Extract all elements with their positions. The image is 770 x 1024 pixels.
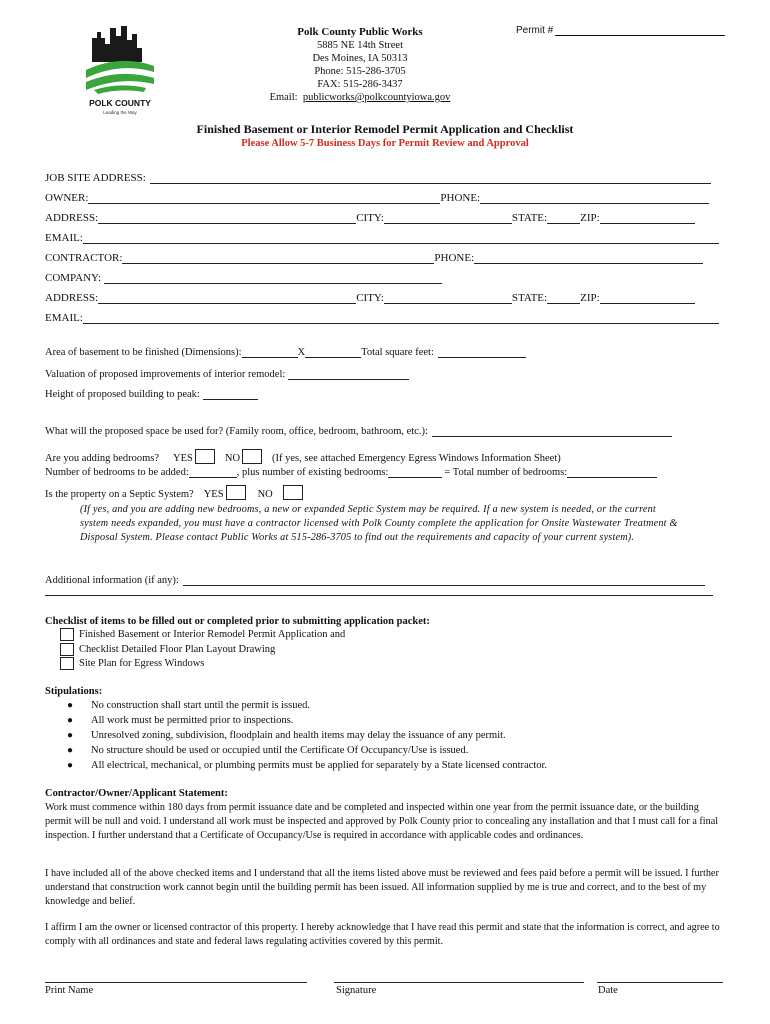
bullet-icon: ● (67, 730, 74, 741)
polk-county-logo (80, 24, 160, 120)
bedrooms-added-label: Number of bedrooms to be added: (45, 467, 189, 478)
stipulation-item (67, 745, 468, 756)
company-label: COMPANY: (45, 272, 102, 284)
space-use-label: What will the proposed space be used for? (Family room, office, bedroom, bathroom, etc.): (45, 426, 428, 437)
total-bedrooms-field[interactable] (567, 467, 657, 478)
checklist-item (60, 628, 345, 641)
checklist-title: Checklist of items to be filled out or completed prior to submitting application packet: (45, 616, 430, 627)
stipulations-title: Stipulations: (45, 686, 103, 697)
contractor-address-field[interactable] (98, 293, 356, 304)
height-field[interactable] (203, 389, 258, 400)
septic-no-label: NO (257, 489, 273, 500)
bedrooms-no-label: NO (224, 453, 241, 464)
height-label: Height of proposed building to peak: (45, 389, 200, 400)
stipulation-text: Unresolved zoning, subdivision, floodplain and health items may delay the issuance of any permit. (91, 730, 506, 741)
total-sqft-label: Total square feet: (361, 347, 434, 358)
height-row (45, 386, 258, 400)
contractor-phone-field[interactable] (474, 253, 703, 264)
septic-yes-label: YES (203, 489, 224, 500)
org-contact-block (250, 26, 470, 104)
checklist-item-label: Finished Basement or Interior Remodel Permit Application and (79, 629, 346, 640)
septic-row (45, 486, 309, 500)
stipulation-item (67, 700, 310, 711)
company-row (45, 270, 442, 284)
stipulation-text: No construction shall start until the permit is issued. (91, 700, 311, 711)
stipulation-item (67, 760, 547, 771)
bullet-icon: ● (67, 760, 74, 771)
valuation-field[interactable] (288, 369, 409, 380)
contractor-row (45, 250, 703, 264)
polk-county-logo-icon (80, 24, 160, 120)
logo-tagline: Leading the Way (103, 110, 137, 115)
owner-field[interactable] (88, 193, 440, 204)
bedrooms-added-field[interactable] (189, 467, 237, 478)
owner-email-row (45, 230, 719, 244)
org-email-link[interactable]: publicworks@polkcountyiowa.gov (302, 92, 451, 103)
logo-text: POLK COUNTY (89, 98, 151, 108)
adding-bedrooms-label: Are you adding bedrooms? (45, 453, 160, 464)
owner-phone-label: PHONE: (440, 192, 481, 204)
print-name-field[interactable] (45, 982, 307, 983)
checklist-item-label: Checklist Detailed Floor Plan Layout Drawing (79, 644, 276, 655)
bedroom-count-row (45, 464, 657, 478)
owner-address-label: ADDRESS: (45, 212, 99, 224)
contractor-address-label: ADDRESS: (45, 292, 99, 304)
checklist-checkbox[interactable] (60, 657, 74, 670)
area-label: Area of basement to be finished (Dimensions): (45, 347, 242, 358)
org-email-line (250, 91, 470, 104)
org-city: Des Moines, IA 50313 (312, 53, 408, 64)
owner-email-field[interactable] (83, 233, 719, 244)
org-fax: FAX: 515-286-3437 (317, 79, 403, 90)
org-address: 5885 NE 14th Street (316, 40, 404, 51)
date-label: Date (598, 985, 618, 996)
print-name-label: Print Name (45, 985, 94, 996)
contractor-field[interactable] (122, 253, 434, 264)
bullet-icon: ● (67, 745, 74, 756)
owner-city-field[interactable] (384, 213, 512, 224)
septic-note: (If yes, and you are adding new bedrooms, a new or expanded Septic System may be required. If a new system is needed, or the current system needs expanded, you must have a contractor licensed with Polk County complete the application for Onsite Wastewater Treatment & Disposal System. Please contact Public Works at 515-286-3705 to find out the requirements and capacity of your current system). (80, 504, 678, 543)
area-width-field[interactable] (242, 347, 298, 358)
valuation-row (45, 366, 409, 380)
space-use-row (45, 423, 672, 437)
contractor-zip-label: ZIP: (580, 292, 600, 304)
area-row (45, 344, 526, 358)
septic-yes-checkbox[interactable] (226, 485, 246, 500)
septic-label: Is the property on a Septic System? (45, 489, 194, 500)
existing-bedrooms-label: , plus number of existing bedrooms: (236, 467, 389, 478)
signature-field[interactable] (334, 982, 584, 983)
contractor-email-label: EMAIL: (45, 312, 83, 324)
org-name: Polk County Public Works (297, 26, 423, 38)
additional-info-field-line2[interactable] (45, 585, 713, 596)
permit-label: Permit # (516, 25, 554, 36)
owner-state-label: STATE: (511, 212, 548, 224)
stipulation-text: All work must be permitted prior to inspections. (91, 715, 294, 726)
checklist-item-label: Site Plan for Egress Windows (79, 658, 205, 669)
owner-zip-field[interactable] (600, 213, 695, 224)
egress-note: (If yes, see attached Emergency Egress Windows Information Sheet) (272, 453, 561, 464)
owner-email-label: EMAIL: (45, 232, 83, 244)
job-site-row (45, 170, 711, 184)
statement-paragraph-2: I have included all of the above checked items and I understand that all the items listed above must be reviewed and fees paid before a permit will be issued. I further understand that construction work cannot begin until the building permit has been issued. All information supplied by me is true and correct, and to the best of my knowledge and belief. (45, 868, 719, 907)
bedrooms-no-checkbox[interactable] (242, 449, 262, 464)
septic-no-checkbox[interactable] (283, 485, 303, 500)
permit-number-field[interactable] (555, 26, 725, 36)
bullet-icon: ● (67, 700, 74, 711)
company-field[interactable] (104, 273, 442, 284)
contractor-phone-label: PHONE: (434, 252, 475, 264)
owner-address-row (45, 210, 695, 224)
contractor-label: CONTRACTOR: (45, 252, 123, 264)
stipulation-item (67, 715, 293, 726)
job-site-label: JOB SITE ADDRESS: (45, 172, 146, 184)
contractor-email-row (45, 310, 719, 324)
permit-number (516, 25, 725, 36)
org-phone: Phone: 515-286-3705 (314, 66, 406, 77)
contractor-state-field[interactable] (547, 293, 580, 304)
contractor-email-field[interactable] (83, 313, 719, 324)
space-use-field[interactable] (432, 426, 672, 437)
date-field[interactable] (597, 982, 723, 983)
contractor-state-label: STATE: (511, 292, 548, 304)
area-x-label: X (297, 347, 306, 358)
area-length-field[interactable] (305, 347, 361, 358)
job-site-field[interactable] (150, 173, 711, 184)
statement-paragraph-3: I affirm I am the owner or licensed contractor of this property. I hereby acknowledge that I have read this permit and state that the information is correct, and agree to comply with all ordinances and state and federal laws regulating activities covered by this permit. (45, 922, 720, 947)
owner-label: OWNER: (45, 192, 89, 204)
owner-row (45, 190, 709, 204)
owner-zip-label: ZIP: (580, 212, 600, 224)
checklist-checkbox[interactable] (60, 643, 74, 656)
total-sqft-field[interactable] (438, 347, 526, 358)
stipulation-text: All electrical, mechanical, or plumbing permits must be applied for separately by a State licensed contractor. (91, 760, 548, 771)
existing-bedrooms-field[interactable] (388, 467, 442, 478)
checklist-item (60, 657, 204, 670)
form-title: Finished Basement or Interior Remodel Permit Application and Checklist (196, 122, 574, 136)
adding-bedrooms-row (45, 450, 561, 464)
valuation-label: Valuation of proposed improvements of interior remodel: (45, 369, 286, 380)
form-subtitle: Please Allow 5-7 Business Days for Permit Review and Approval (241, 138, 529, 149)
additional-info-row (45, 572, 705, 586)
total-bedrooms-label: = Total number of bedrooms: (444, 467, 568, 478)
checklist-checkbox[interactable] (60, 628, 74, 641)
contractor-city-field[interactable] (384, 293, 512, 304)
owner-address-field[interactable] (98, 213, 356, 224)
owner-state-field[interactable] (547, 213, 580, 224)
contractor-zip-field[interactable] (600, 293, 695, 304)
contractor-address-row (45, 290, 695, 304)
signature-label: Signature (336, 985, 377, 996)
bedrooms-yes-checkbox[interactable] (195, 449, 215, 464)
checklist-item (60, 643, 275, 656)
owner-phone-field[interactable] (480, 193, 709, 204)
owner-city-label: CITY: (356, 212, 384, 224)
stipulation-item (67, 730, 506, 741)
stipulation-text: No structure should be used or occupied until the Certificate Of Occupancy/Use is issued. (91, 745, 469, 756)
additional-info-label: Additional information (if any): (45, 575, 179, 586)
contractor-city-label: CITY: (356, 292, 384, 304)
bullet-icon: ● (67, 715, 74, 726)
org-email-label: Email: (269, 92, 298, 103)
statement-title: Contractor/Owner/Applicant Statement: (45, 788, 228, 799)
bedrooms-yes-label: YES (173, 453, 193, 464)
statement-paragraph-1: Work must commence within 180 days from permit issuance date and be completed and inspected within one year from the permit issuance date, or the building permit will be null and void. I understand all work must be inspected and approved by Polk County prior to concealing any installation and that I must call for a final inspection. I further understand that a Certificate of Occupancy/Use is required in accordance with applicable codes and ordinances. (45, 802, 719, 841)
